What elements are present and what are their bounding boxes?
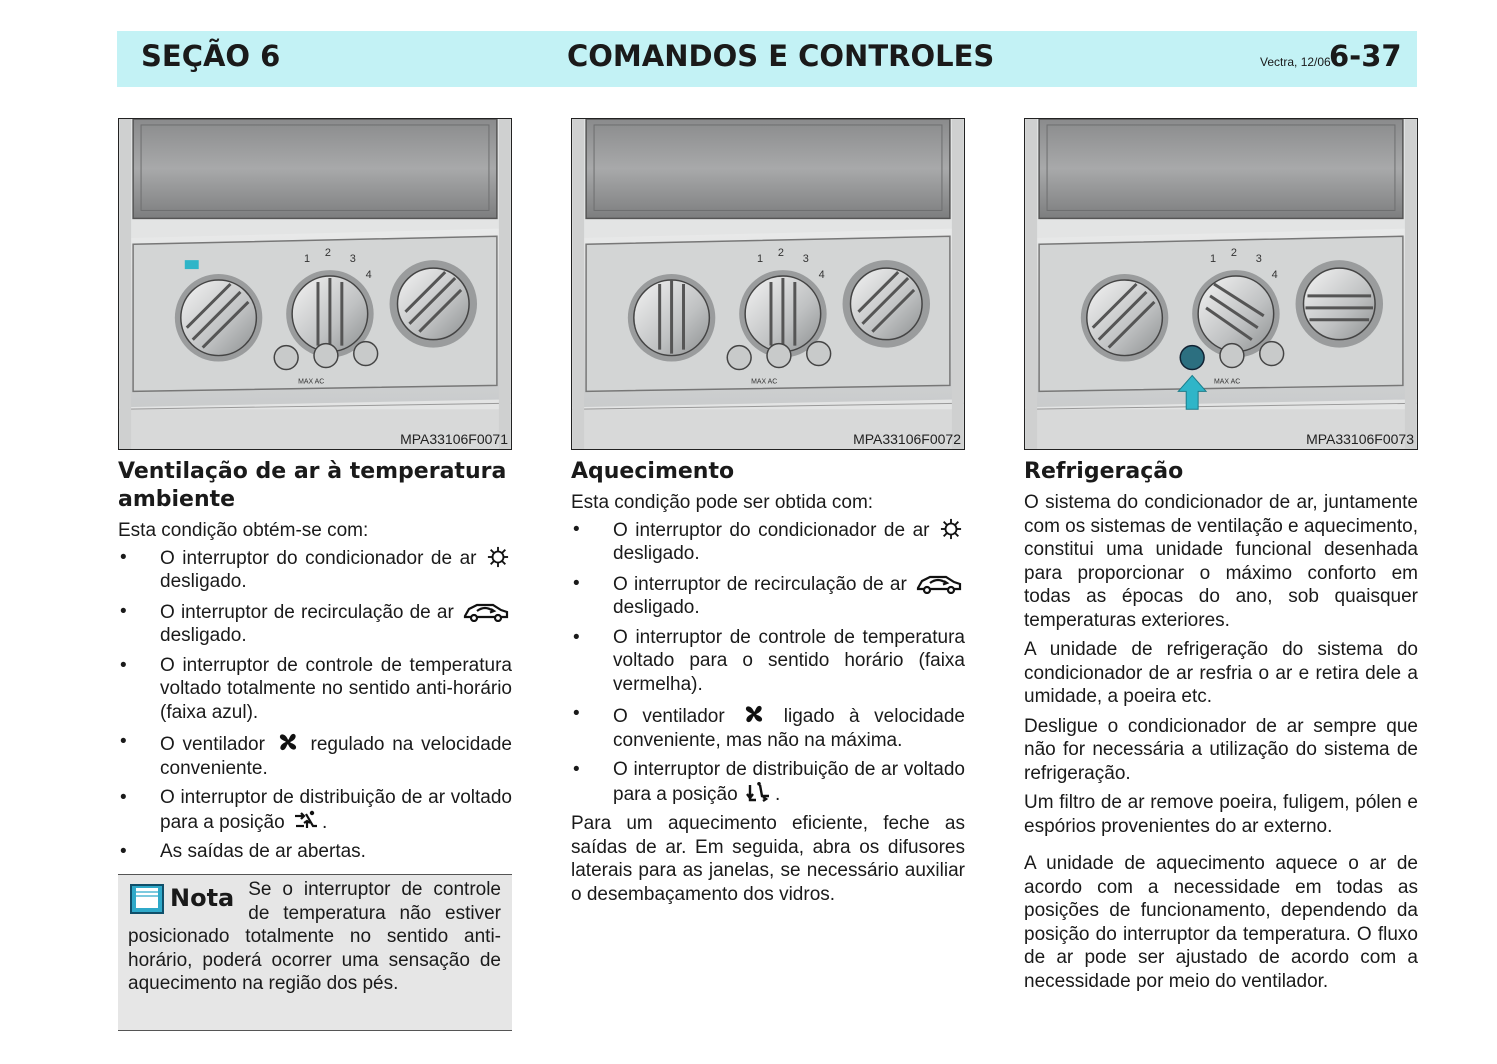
max-ac-caption: MAX AC	[751, 378, 778, 386]
figure-ventilation	[118, 118, 512, 450]
paragraph: Um filtro de ar remove poeira, fuligem, pólen e espórios provenientes do ar externo.	[1024, 792, 1418, 837]
paragraph: O sistema do condicionador de ar, juntamente com os sistemas de ventilação e aquecimento, constitui uma unidade funcional desenhada para proporcionar o máximo conforto em todas as épocas do ano, sob quaisquer temperaturas exteriores.	[1024, 492, 1418, 631]
note-icon	[130, 884, 164, 914]
ac-snowflake-icon	[940, 518, 962, 540]
section-heading: Ventilação de ar à temperatura ambiente	[118, 459, 507, 512]
section-heading: Aquecimento	[571, 459, 735, 484]
column-ventilation	[118, 458, 512, 870]
fan-speed-1: 1	[304, 253, 311, 266]
list-item: • O interruptor de recirculação de ar desligado.	[571, 572, 965, 620]
fan-speed-2: 2	[1230, 247, 1238, 260]
column-cooling	[1024, 458, 1418, 999]
note-label: Nota	[170, 884, 235, 913]
figure-cooling	[1024, 118, 1418, 450]
fan-icon	[742, 702, 766, 726]
vent-face-feet-icon	[293, 810, 319, 832]
fan-speed-1: 1	[1210, 253, 1217, 266]
fan-speed-2: 2	[324, 247, 332, 260]
intro-text: Esta condição pode ser obtida com:	[571, 492, 874, 513]
fan-speed-1: 1	[757, 253, 764, 266]
list-item: • O interruptor de controle de temperatura voltado para o sentido horário (faixa vermelha).	[571, 626, 965, 697]
vent-feet-icon	[746, 782, 772, 804]
fan-speed-4: 4	[818, 269, 825, 282]
paragraph: A unidade de aquecimento aquece o ar de acordo com a necessidade em todas as posições de funcionamento, dependendo da posição do interruptor da temperatura. O fluxo de ar pode ser ajustado de acordo com a necessidade por meio do ventilador.	[1024, 853, 1418, 992]
condition-list	[118, 546, 512, 864]
max-ac-caption: MAX AC	[298, 378, 325, 386]
column-heating	[571, 458, 965, 912]
hvac-panel-illustration	[119, 119, 511, 449]
section-title: COMANDOS E CONTROLES	[567, 39, 995, 73]
list-item: • O interruptor do condicionador de ar desligado.	[118, 546, 512, 594]
list-item: • O interruptor de controle de temperatura voltado totalmente no sentido anti-horário (faixa azul).	[118, 654, 512, 725]
paragraph: Desligue o condicionador de ar sempre que não for necessária a utilização do sistema de refrigeração.	[1024, 715, 1418, 784]
figure-code: MPA33106F0073	[1306, 431, 1414, 447]
section-heading: Refrigeração	[1024, 459, 1184, 484]
page-header	[117, 31, 1417, 87]
paragraph: A unidade de refrigeração do sistema do condicionador de ar resfria o ar e retira dele a umidade, a poeira etc.	[1024, 639, 1418, 707]
fan-speed-4: 4	[1271, 269, 1278, 282]
intro-text: Esta condição obtém-se com:	[118, 520, 369, 541]
condition-list	[571, 518, 965, 807]
heating-tip: Para um aquecimento eficiente, feche as saídas de ar. Em seguida, abra os difusores laterais para as janelas, se necessário auxiliar o desembaçamento dos vidros.	[571, 813, 965, 905]
edition-label: Vectra, 12/06	[1260, 55, 1331, 69]
list-item: • O interruptor do condicionador de ar desligado.	[571, 518, 965, 566]
max-ac-caption: MAX AC	[1214, 378, 1241, 386]
figure-code: MPA33106F0072	[853, 431, 961, 447]
figure-code: MPA33106F0071	[400, 431, 508, 447]
list-item: • O ventilador regulado na velocidade conveniente.	[118, 730, 512, 780]
hvac-panel-illustration	[1025, 119, 1417, 449]
fan-icon	[276, 730, 300, 754]
note-text: Se o interruptor de controle de temperatura não estiver posicionado totalmente no sentido anti-horário, poderá ocorrer uma sensação de aquecimento na região dos pés.	[128, 879, 501, 994]
page-number: 6-37	[1329, 39, 1402, 73]
list-item: • O ventilador ligado à velocidade conveniente, mas não na máxima.	[571, 702, 965, 752]
fan-speed-3: 3	[1255, 253, 1262, 266]
note-header	[130, 884, 234, 914]
section-number: SEÇÃO 6	[141, 39, 281, 73]
recirculation-car-icon	[916, 572, 962, 594]
hvac-panel-illustration	[572, 119, 964, 449]
note-box	[118, 874, 512, 1031]
recirculation-car-icon	[463, 600, 509, 622]
list-item: • O interruptor de distribuição de ar voltado para a posição .	[571, 758, 965, 806]
list-item: • As saídas de ar abertas.	[118, 840, 512, 864]
fan-speed-2: 2	[777, 247, 785, 260]
fan-speed-3: 3	[349, 253, 356, 266]
list-item: • O interruptor de recirculação de ar desligado.	[118, 600, 512, 648]
ac-snowflake-icon	[487, 546, 509, 568]
figure-heating	[571, 118, 965, 450]
fan-speed-4: 4	[365, 269, 372, 282]
list-item: • O interruptor de distribuição de ar voltado para a posição .	[118, 786, 512, 834]
fan-speed-3: 3	[802, 253, 809, 266]
